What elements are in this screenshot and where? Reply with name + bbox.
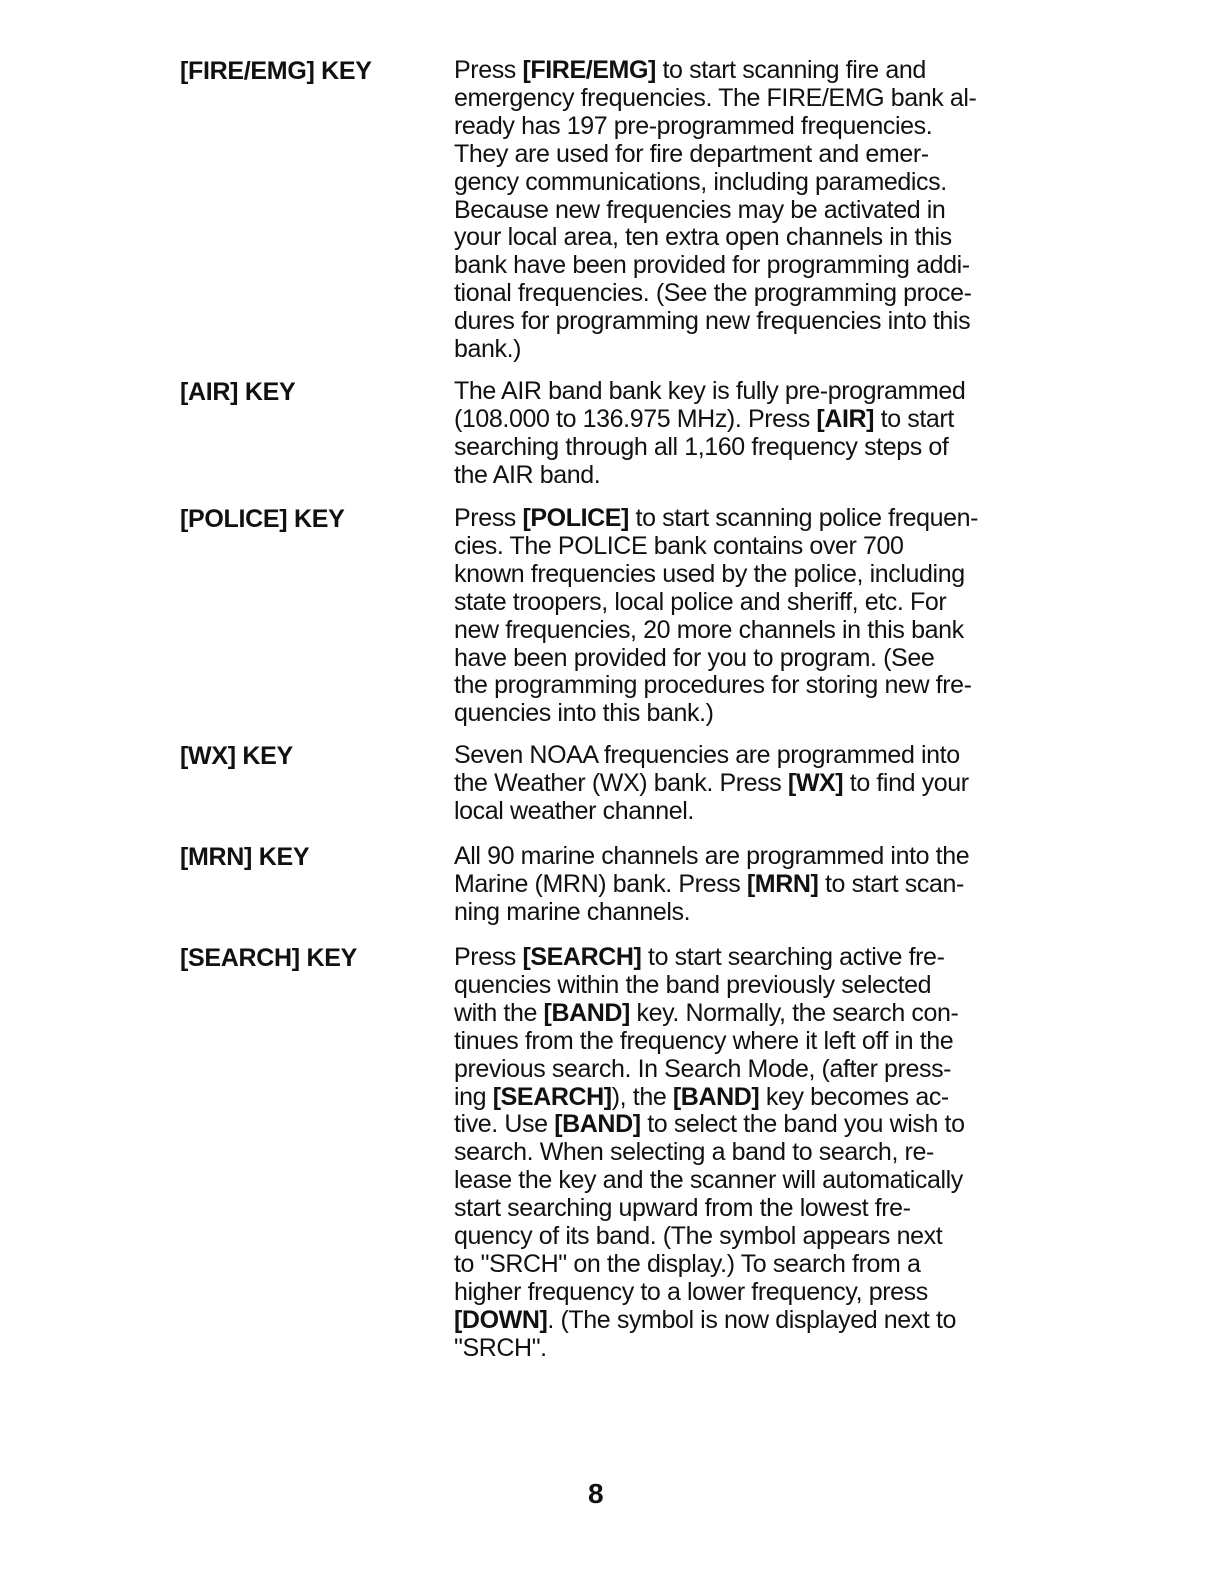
description-line (454, 589, 1020, 617)
description-line (454, 462, 1020, 490)
text-run: to select the band you wish to (640, 1110, 965, 1139)
description-line (454, 1139, 1020, 1167)
text-run: quency of its band. (The symbol appears next (454, 1222, 943, 1251)
text-run: bank have been provided for programming addi- (454, 251, 970, 280)
page-number: 8 (588, 1478, 604, 1509)
key-reference: [POLICE] (522, 504, 629, 532)
key-heading: [AIR] KEY (180, 378, 296, 406)
description-line (454, 617, 1020, 645)
text-run: dures for programming new frequencies into this (454, 307, 971, 336)
text-run: searching through all 1,160 frequency steps of (454, 432, 949, 461)
text-run: to "SRCH" on the display.) To search from a (454, 1249, 921, 1278)
text-run: ing (454, 1082, 493, 1111)
description-line (454, 505, 1020, 533)
description-line (454, 1335, 1020, 1363)
text-run: have been provided for you to program. (See (454, 643, 935, 672)
text-run: key becomes ac- (759, 1082, 949, 1111)
description-line (454, 1223, 1020, 1251)
description-line (454, 1251, 1020, 1279)
key-heading: [MRN] KEY (180, 843, 310, 871)
text-run: the AIR band. (454, 460, 601, 489)
text-run: gency communications, including paramedics. (454, 167, 947, 196)
text-run: search. When selecting a band to search, re- (454, 1138, 934, 1167)
text-run: to start scan- (818, 869, 964, 898)
description-line (454, 899, 1020, 927)
key-reference: [BAND] (554, 1110, 641, 1139)
description-line (454, 533, 1020, 561)
text-run: (108.000 to 136.975 MHz). Press (454, 404, 817, 433)
text-run: the Weather (WX) bank. Press (454, 768, 788, 797)
description-line (454, 169, 1020, 197)
text-run: Because new frequencies may be activated in (454, 195, 946, 224)
text-run: tinues from the frequency where it left off in the (454, 1026, 954, 1055)
text-run: start searching upward from the lowest fre- (454, 1194, 911, 1223)
description-line (454, 672, 1020, 700)
description-line (454, 742, 1020, 770)
text-run: higher frequency to a lower frequency, press (454, 1277, 928, 1306)
key-description (454, 944, 1020, 1363)
text-run: tional frequencies. (See the programming proce- (454, 279, 972, 308)
text-run: new frequencies, 20 more channels in this bank (454, 615, 964, 644)
description-line (454, 336, 1020, 364)
text-run: key. Normally, the search con- (629, 998, 959, 1027)
description-line (454, 645, 1020, 673)
description-line (454, 798, 1020, 826)
text-run: the programming procedures for storing new fre- (454, 671, 972, 700)
description-line (454, 57, 1020, 85)
text-run: your local area, ten extra open channels in this (454, 223, 952, 252)
text-run: ), the (611, 1082, 673, 1111)
text-run: "SRCH". (454, 1333, 547, 1362)
description-line (454, 308, 1020, 336)
key-description (454, 505, 1020, 728)
description-line (454, 1028, 1020, 1056)
key-reference: [SEARCH] (522, 943, 642, 971)
description-line (454, 1111, 1020, 1139)
text-run: tive. Use (454, 1110, 555, 1139)
description-line (454, 434, 1020, 462)
key-reference: [WX] (787, 768, 844, 797)
description-line (454, 406, 1020, 434)
key-reference: [AIR] (816, 404, 875, 433)
description-line (454, 252, 1020, 280)
text-run: Press (454, 504, 523, 532)
key-description (454, 57, 1020, 364)
description-line (454, 378, 1020, 406)
key-description (454, 742, 1020, 826)
text-run: to start (874, 404, 954, 433)
key-heading: [SEARCH] KEY (180, 944, 357, 972)
text-run: bank.) (454, 335, 522, 364)
description-line (454, 1195, 1020, 1223)
key-reference: [MRN] (746, 869, 819, 898)
key-heading: [FIRE/EMG] KEY (180, 57, 372, 85)
text-run: ready has 197 pre-programmed frequencies. (454, 111, 933, 140)
description-line (454, 561, 1020, 589)
text-run: local weather channel. (454, 796, 694, 825)
description-line (454, 1084, 1020, 1112)
text-run: lease the key and the scanner will automatically (454, 1166, 963, 1195)
description-line (454, 972, 1020, 1000)
description-line (454, 224, 1020, 252)
description-line (454, 113, 1020, 141)
text-run: Press (454, 943, 523, 971)
text-run: quencies into this bank.) (454, 699, 714, 728)
description-line (454, 700, 1020, 728)
text-run: Marine (MRN) bank. Press (454, 869, 747, 898)
key-reference: [FIRE/EMG] (522, 56, 656, 84)
text-run: with the (454, 998, 544, 1027)
key-reference: [BAND] (543, 998, 630, 1027)
description-line (454, 85, 1020, 113)
text-run: . (The symbol is now displayed next to (547, 1305, 957, 1334)
description-line (454, 1167, 1020, 1195)
text-run: to start searching active fre- (641, 943, 945, 971)
description-line (454, 197, 1020, 225)
description-line (454, 280, 1020, 308)
key-reference: [DOWN] (454, 1305, 548, 1334)
text-run: to start scanning fire and (655, 56, 926, 84)
text-run: to start scanning police frequen- (628, 504, 979, 532)
text-run: Seven NOAA frequencies are programmed into (454, 741, 960, 769)
text-run: All 90 marine channels are programmed into the (454, 842, 970, 870)
text-run: emergency frequencies. The FIRE/EMG bank al- (454, 83, 977, 112)
description-line (454, 1307, 1020, 1335)
description-line (454, 1279, 1020, 1307)
key-description (454, 378, 1020, 490)
description-line (454, 1000, 1020, 1028)
text-run: ning marine channels. (454, 897, 691, 926)
description-line (454, 871, 1020, 899)
key-reference: [SEARCH] (492, 1082, 612, 1111)
text-run: previous search. In Search Mode, (after press- (454, 1054, 952, 1083)
text-run: quencies within the band previously selected (454, 970, 932, 999)
key-description (454, 843, 1020, 927)
text-run: Press (454, 56, 523, 84)
key-reference: [BAND] (672, 1082, 760, 1111)
text-run: state troopers, local police and sheriff, etc. For (454, 587, 947, 616)
description-line (454, 843, 1020, 871)
description-line (454, 770, 1020, 798)
description-line (454, 141, 1020, 169)
description-line (454, 944, 1020, 972)
text-run: to find your (843, 768, 969, 797)
text-run: They are used for fire department and emer- (454, 139, 929, 168)
text-run: The AIR band bank key is fully pre-programmed (454, 377, 966, 405)
description-line (454, 1056, 1020, 1084)
text-run: known frequencies used by the police, including (454, 559, 965, 588)
text-run: cies. The POLICE bank contains over 700 (454, 531, 904, 560)
key-heading: [POLICE] KEY (180, 505, 345, 533)
key-heading: [WX] KEY (180, 742, 293, 770)
